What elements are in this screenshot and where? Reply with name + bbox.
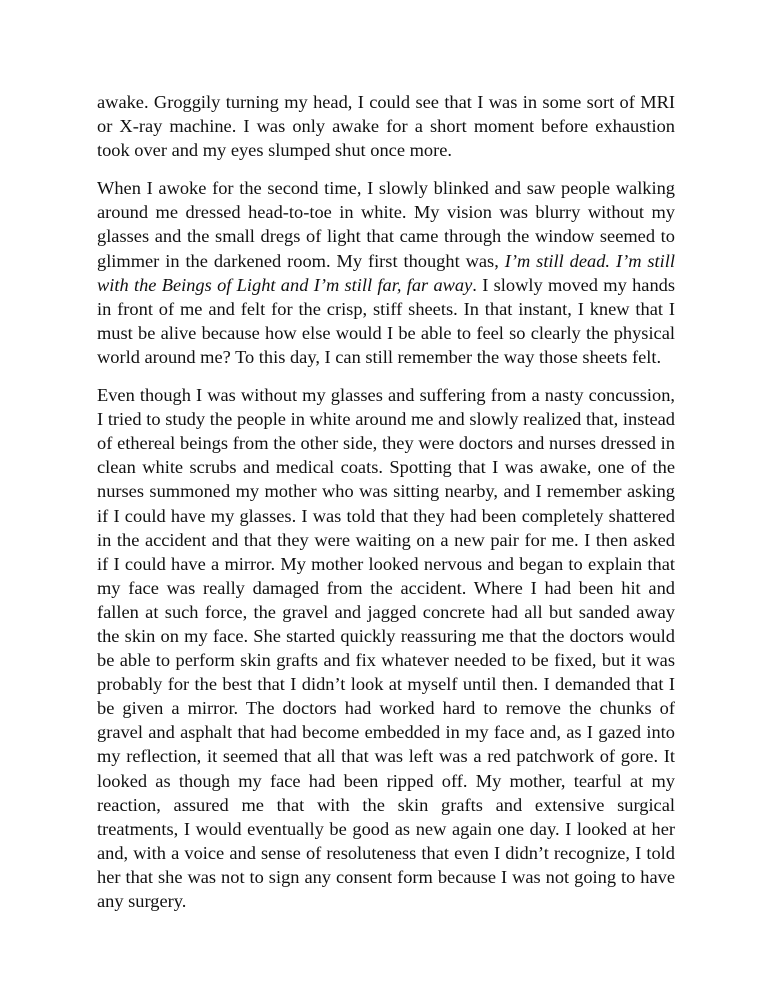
paragraph-2-italic-thought: I’m still dead. I’m still with the Beings of Light and I’m still far, far away — [97, 250, 675, 295]
paragraph-3-text: Even though I was without my glasses and suffering from a nasty concussion, I tried to study the people in white around me and slowly realized that, instead of ethereal beings from the other side, they were doctors and nurses dressed in clean white scrubs and medical coats. Spotting that I was awake, one of the nurses summoned my mother who was sitting nearby, and I remember asking if I could have my glasses. I was told that they had been completely shattered in the accident and that they were waiting on a new pair for me. I then asked if I could have a mirror. My mother looked nervous and began to explain that my face was really damaged from the accident. Where I had been hit and fallen at such force, the gravel and jagged concrete had all but sanded away the skin on my face. She started quickly reassuring me that the doctors would be able to perform skin grafts and fix whatever needed to be fixed, but it was probably for the best that I didn’t look at myself until then. I demanded that I be given a mirror. The doctors had worked hard to remove the chunks of gravel and asphalt that had become embedded in my face and, as I gazed into my reflection, it seemed that all that was left was a red patchwork of gore. It looked as though my face had been ripped off. My mother, tearful at my reaction, assured me that with the skin grafts and extensive surgical treatments, I would eventually be good as new again one day. I looked at her and, with a voice and sense of resoluteness that even I didn’t recognize, I told her that she was not to sign any consent form because I was not going to have any surgery. — [97, 385, 675, 911]
paragraph-2-text-start: When I awoke for the second time, I slowly blinked and saw people walking around me dressed head-to-toe in white. My vision was blurry without my glasses and the small dregs of light that came through the window seemed to glimmer in the darkened room. My first thought was, — [97, 178, 675, 271]
paragraph-2-text-end: . I slowly moved my hands in front of me and felt for the crisp, stiff sheets. In that instant, I knew that I must be alive because how else would I be able to feel so clearly the physical world around me? To this day, I can still remember the way those sheets felt. — [97, 274, 675, 367]
body-text — [97, 90, 675, 927]
paragraph-1 — [97, 90, 675, 162]
paragraph-2 — [97, 176, 675, 369]
paragraph-3 — [97, 383, 675, 913]
paragraph-1-text: awake. Groggily turning my head, I could see that I was in some sort of MRI or X-ray machine. I was only awake for a short moment before exhaustion took over and my eyes slumped shut once more. — [97, 92, 675, 161]
